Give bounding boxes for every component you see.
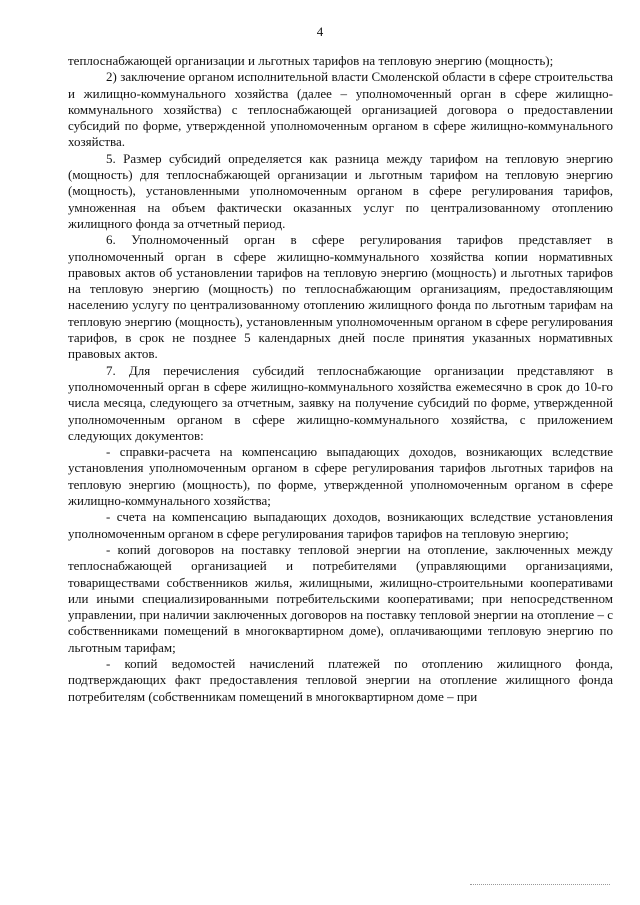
list-item-contract-copies: - копий договоров на поставку тепловой энергии на отопление, заключенных между теплоснабжающей организацией и потребителями (управляющими организациями, товариществами собственников жилья, жилищными, жилищно-строительными кооперативами или иными специализированными потребительскими кооперативами; при непосредственном управлении, при наличии заключенных договоров на поставку тепловой энергии на отопление – с собственниками помещений в многоквартирном доме), оплачивающими тепловую энергию по льготным тарифам;	[68, 541, 613, 655]
list-item-invoice: - счета на компенсацию выпадающих доходов, возникающих вследствие установления уполномоченным органом в сфере регулирования тарифов тарифов на тепловую энергию;	[68, 509, 613, 541]
footer-divider	[470, 884, 610, 885]
document-body	[68, 53, 613, 705]
paragraph-clause-7: 7. Для перечисления субсидий теплоснабжающие организации представляют в уполномоченный орган в сфере жилищно-коммунального хозяйства ежемесячно в срок до 10-го числа месяца, следующего за отчетным, заявку на получение субсидий по форме, утвержденной уполномоченным органом в сфере жилищно-коммунального хозяйства, с приложением следующих документов:	[68, 362, 613, 443]
paragraph-continuation: теплоснабжающей организации и льготных тарифов на тепловую энергию (мощность);	[68, 53, 554, 68]
page-number: 4	[316, 24, 324, 39]
list-item-calculation-certificate: - справки-расчета на компенсацию выпадающих доходов, возникающих вследствие установления уполномоченным органом в сфере регулирования тарифов льготных тарифов на тепловую энергию (мощность), по форме, утвержденной уполномоченным органом в сфере жилищно-коммунального хозяйства;	[68, 444, 613, 509]
paragraph-clause-6: 6. Уполномоченный орган в сфере регулирования тарифов представляет в уполномоченный орган в сфере жилищно-коммунального хозяйства копии нормативных правовых актов об установлении тарифов на тепловую энергию (мощность) и льготных тарифов на тепловую энергию (мощность) по теплоснабжающим организациям, предоставляющим населению услугу по централизованному отоплению жилищного фонда по льготным тарифам на тепловую энергию (мощность), установленным уполномоченным органом в сфере регулирования тарифов, в срок не позднее 5 календарных дней после принятия указанных нормативных правовых актов.	[68, 232, 613, 362]
paragraph-clause-5: 5. Размер субсидий определяется как разница между тарифом на тепловую энергию (мощность) для теплоснабжающей организации и льготным тарифом на тепловую энергию (мощность), установленными уполномоченным органом в сфере регулирования тарифов, умноженная на объем фактически оказанных услуг по централизованному отоплению жилищного фонда за отчетный период.	[68, 150, 613, 231]
list-item-payment-statements: - копий ведомостей начислений платежей по отоплению жилищного фонда, подтверждающих факт предоставления тепловой энергии на отопление жилищного фонда потребителям (собственникам помещений в многоквартирном доме – при	[68, 655, 613, 704]
paragraph-item-2: 2) заключение органом исполнительной власти Смоленской области в сфере строительства и жилищно-коммунального хозяйства (далее – уполномоченный орган в сфере жилищно-коммунального хозяйства) с теплоснабжающей организацией договора о предоставлении субсидий по форме, утвержденной уполномоченным органом в сфере жилищно-коммунального хозяйства.	[68, 69, 613, 150]
